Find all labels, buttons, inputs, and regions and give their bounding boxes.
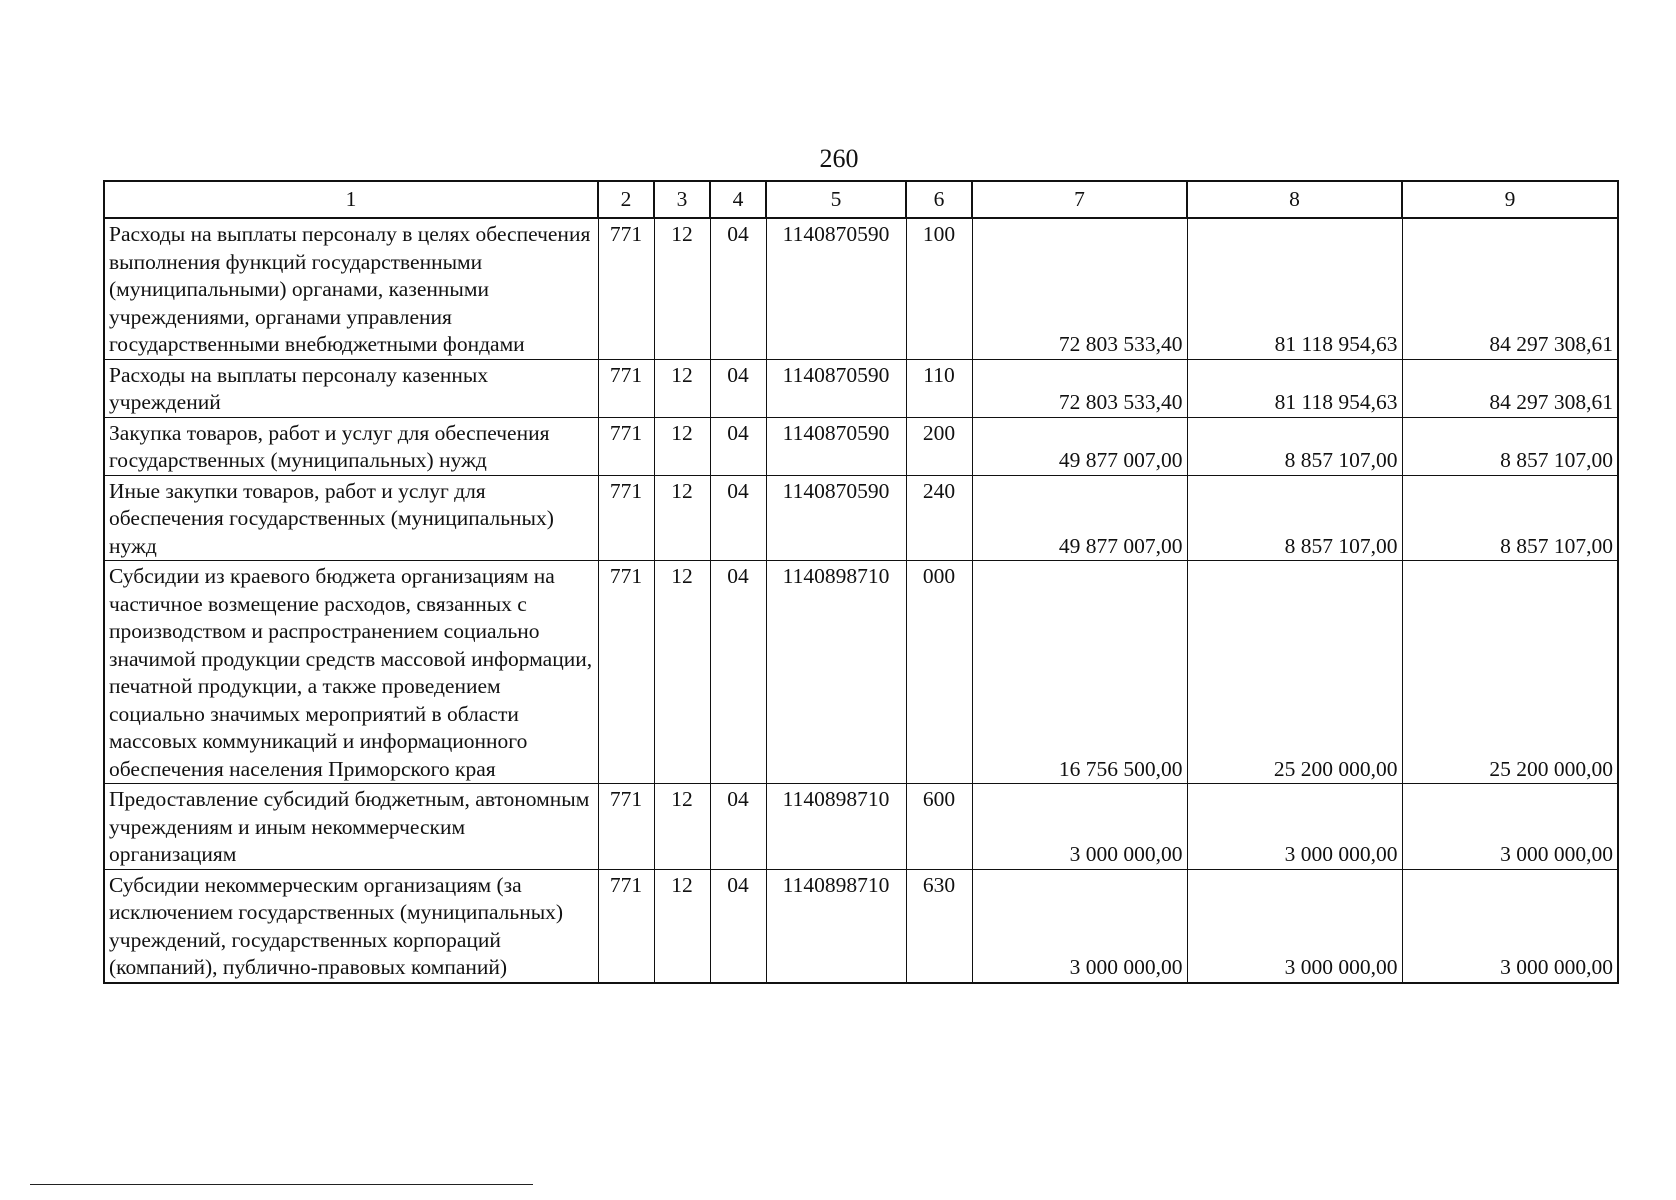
expense-description: Субсидии из краевого бюджета организациям на частичное возмещение расходов, связанных с производством и распространением социально значимой продукции средств массовой информации, печатной продукции, а также проведением социально значимых мероприятий в области массовых коммуникаций и информационного обеспечения населения Приморского края <box>104 561 598 784</box>
ministry-code: 771 <box>598 359 654 417</box>
amount-col-8: 3 000 000,00 <box>1187 869 1402 983</box>
table-row <box>104 417 1618 475</box>
column-header: 1 <box>104 181 598 218</box>
expense-description: Предоставление субсидий бюджетным, автономным учреждениям и иным некоммерческим организациям <box>104 784 598 870</box>
amount-col-8: 81 118 954,63 <box>1187 359 1402 417</box>
section-code: 12 <box>654 869 710 983</box>
amount-col-7: 49 877 007,00 <box>972 417 1187 475</box>
expense-description: Иные закупки товаров, работ и услуг для обеспечения государственных (муниципальных) нужд <box>104 475 598 561</box>
page-number: 260 <box>819 144 859 173</box>
footnote-separator-line <box>30 1184 533 1185</box>
amount-col-9: 8 857 107,00 <box>1402 417 1618 475</box>
subsection-code: 04 <box>710 869 766 983</box>
expense-type-code: 200 <box>906 417 972 475</box>
section-code: 12 <box>654 561 710 784</box>
ministry-code: 771 <box>598 417 654 475</box>
amount-col-9: 8 857 107,00 <box>1402 475 1618 561</box>
amount-col-9: 25 200 000,00 <box>1402 561 1618 784</box>
amount-col-7: 3 000 000,00 <box>972 869 1187 983</box>
expense-type-code: 100 <box>906 218 972 359</box>
subsection-code: 04 <box>710 475 766 561</box>
amount-col-9: 84 297 308,61 <box>1402 218 1618 359</box>
ministry-code: 771 <box>598 784 654 870</box>
ministry-code: 771 <box>598 218 654 359</box>
amount-col-9: 3 000 000,00 <box>1402 784 1618 870</box>
column-header: 2 <box>598 181 654 218</box>
column-header: 3 <box>654 181 710 218</box>
target-article-code: 1140870590 <box>766 359 906 417</box>
subsection-code: 04 <box>710 784 766 870</box>
subsection-code: 04 <box>710 417 766 475</box>
expense-type-code: 000 <box>906 561 972 784</box>
amount-col-7: 49 877 007,00 <box>972 475 1187 561</box>
amount-col-7: 72 803 533,40 <box>972 359 1187 417</box>
expense-type-code: 600 <box>906 784 972 870</box>
amount-col-8: 81 118 954,63 <box>1187 218 1402 359</box>
ministry-code: 771 <box>598 561 654 784</box>
expense-type-code: 240 <box>906 475 972 561</box>
expense-description: Расходы на выплаты персоналу казенных учреждений <box>104 359 598 417</box>
ministry-code: 771 <box>598 475 654 561</box>
header-row <box>104 181 1618 218</box>
table-row <box>104 561 1618 784</box>
target-article-code: 1140898710 <box>766 869 906 983</box>
target-article-code: 1140898710 <box>766 784 906 870</box>
column-header: 8 <box>1187 181 1402 218</box>
table-row <box>104 218 1618 359</box>
target-article-code: 1140870590 <box>766 417 906 475</box>
section-code: 12 <box>654 218 710 359</box>
target-article-code: 1140870590 <box>766 475 906 561</box>
subsection-code: 04 <box>710 359 766 417</box>
amount-col-9: 84 297 308,61 <box>1402 359 1618 417</box>
amount-col-8: 25 200 000,00 <box>1187 561 1402 784</box>
column-header: 4 <box>710 181 766 218</box>
column-header: 9 <box>1402 181 1618 218</box>
target-article-code: 1140898710 <box>766 561 906 784</box>
section-code: 12 <box>654 784 710 870</box>
table-row <box>104 784 1618 870</box>
expense-type-code: 630 <box>906 869 972 983</box>
table-row <box>104 359 1618 417</box>
amount-col-7: 72 803 533,40 <box>972 218 1187 359</box>
table-row <box>104 869 1618 983</box>
amount-col-8: 8 857 107,00 <box>1187 475 1402 561</box>
subsection-code: 04 <box>710 561 766 784</box>
expense-type-code: 110 <box>906 359 972 417</box>
amount-col-7: 16 756 500,00 <box>972 561 1187 784</box>
column-header: 5 <box>766 181 906 218</box>
ministry-code: 771 <box>598 869 654 983</box>
amount-col-8: 8 857 107,00 <box>1187 417 1402 475</box>
amount-col-9: 3 000 000,00 <box>1402 869 1618 983</box>
expense-description: Расходы на выплаты персоналу в целях обеспечения выполнения функций государственными (муниципальными) органами, казенными учреждениями, органами управления государственными внебюджетными фондами <box>104 218 598 359</box>
target-article-code: 1140870590 <box>766 218 906 359</box>
section-code: 12 <box>654 417 710 475</box>
amount-col-7: 3 000 000,00 <box>972 784 1187 870</box>
subsection-code: 04 <box>710 218 766 359</box>
section-code: 12 <box>654 359 710 417</box>
expense-description: Закупка товаров, работ и услуг для обеспечения государственных (муниципальных) нужд <box>104 417 598 475</box>
column-header: 6 <box>906 181 972 218</box>
table-row <box>104 475 1618 561</box>
column-header: 7 <box>972 181 1187 218</box>
amount-col-8: 3 000 000,00 <box>1187 784 1402 870</box>
budget-table <box>103 180 1619 984</box>
expense-description: Субсидии некоммерческим организациям (за исключением государственных (муниципальных) учреждений, государственных корпораций (компаний), публично-правовых компаний) <box>104 869 598 983</box>
section-code: 12 <box>654 475 710 561</box>
